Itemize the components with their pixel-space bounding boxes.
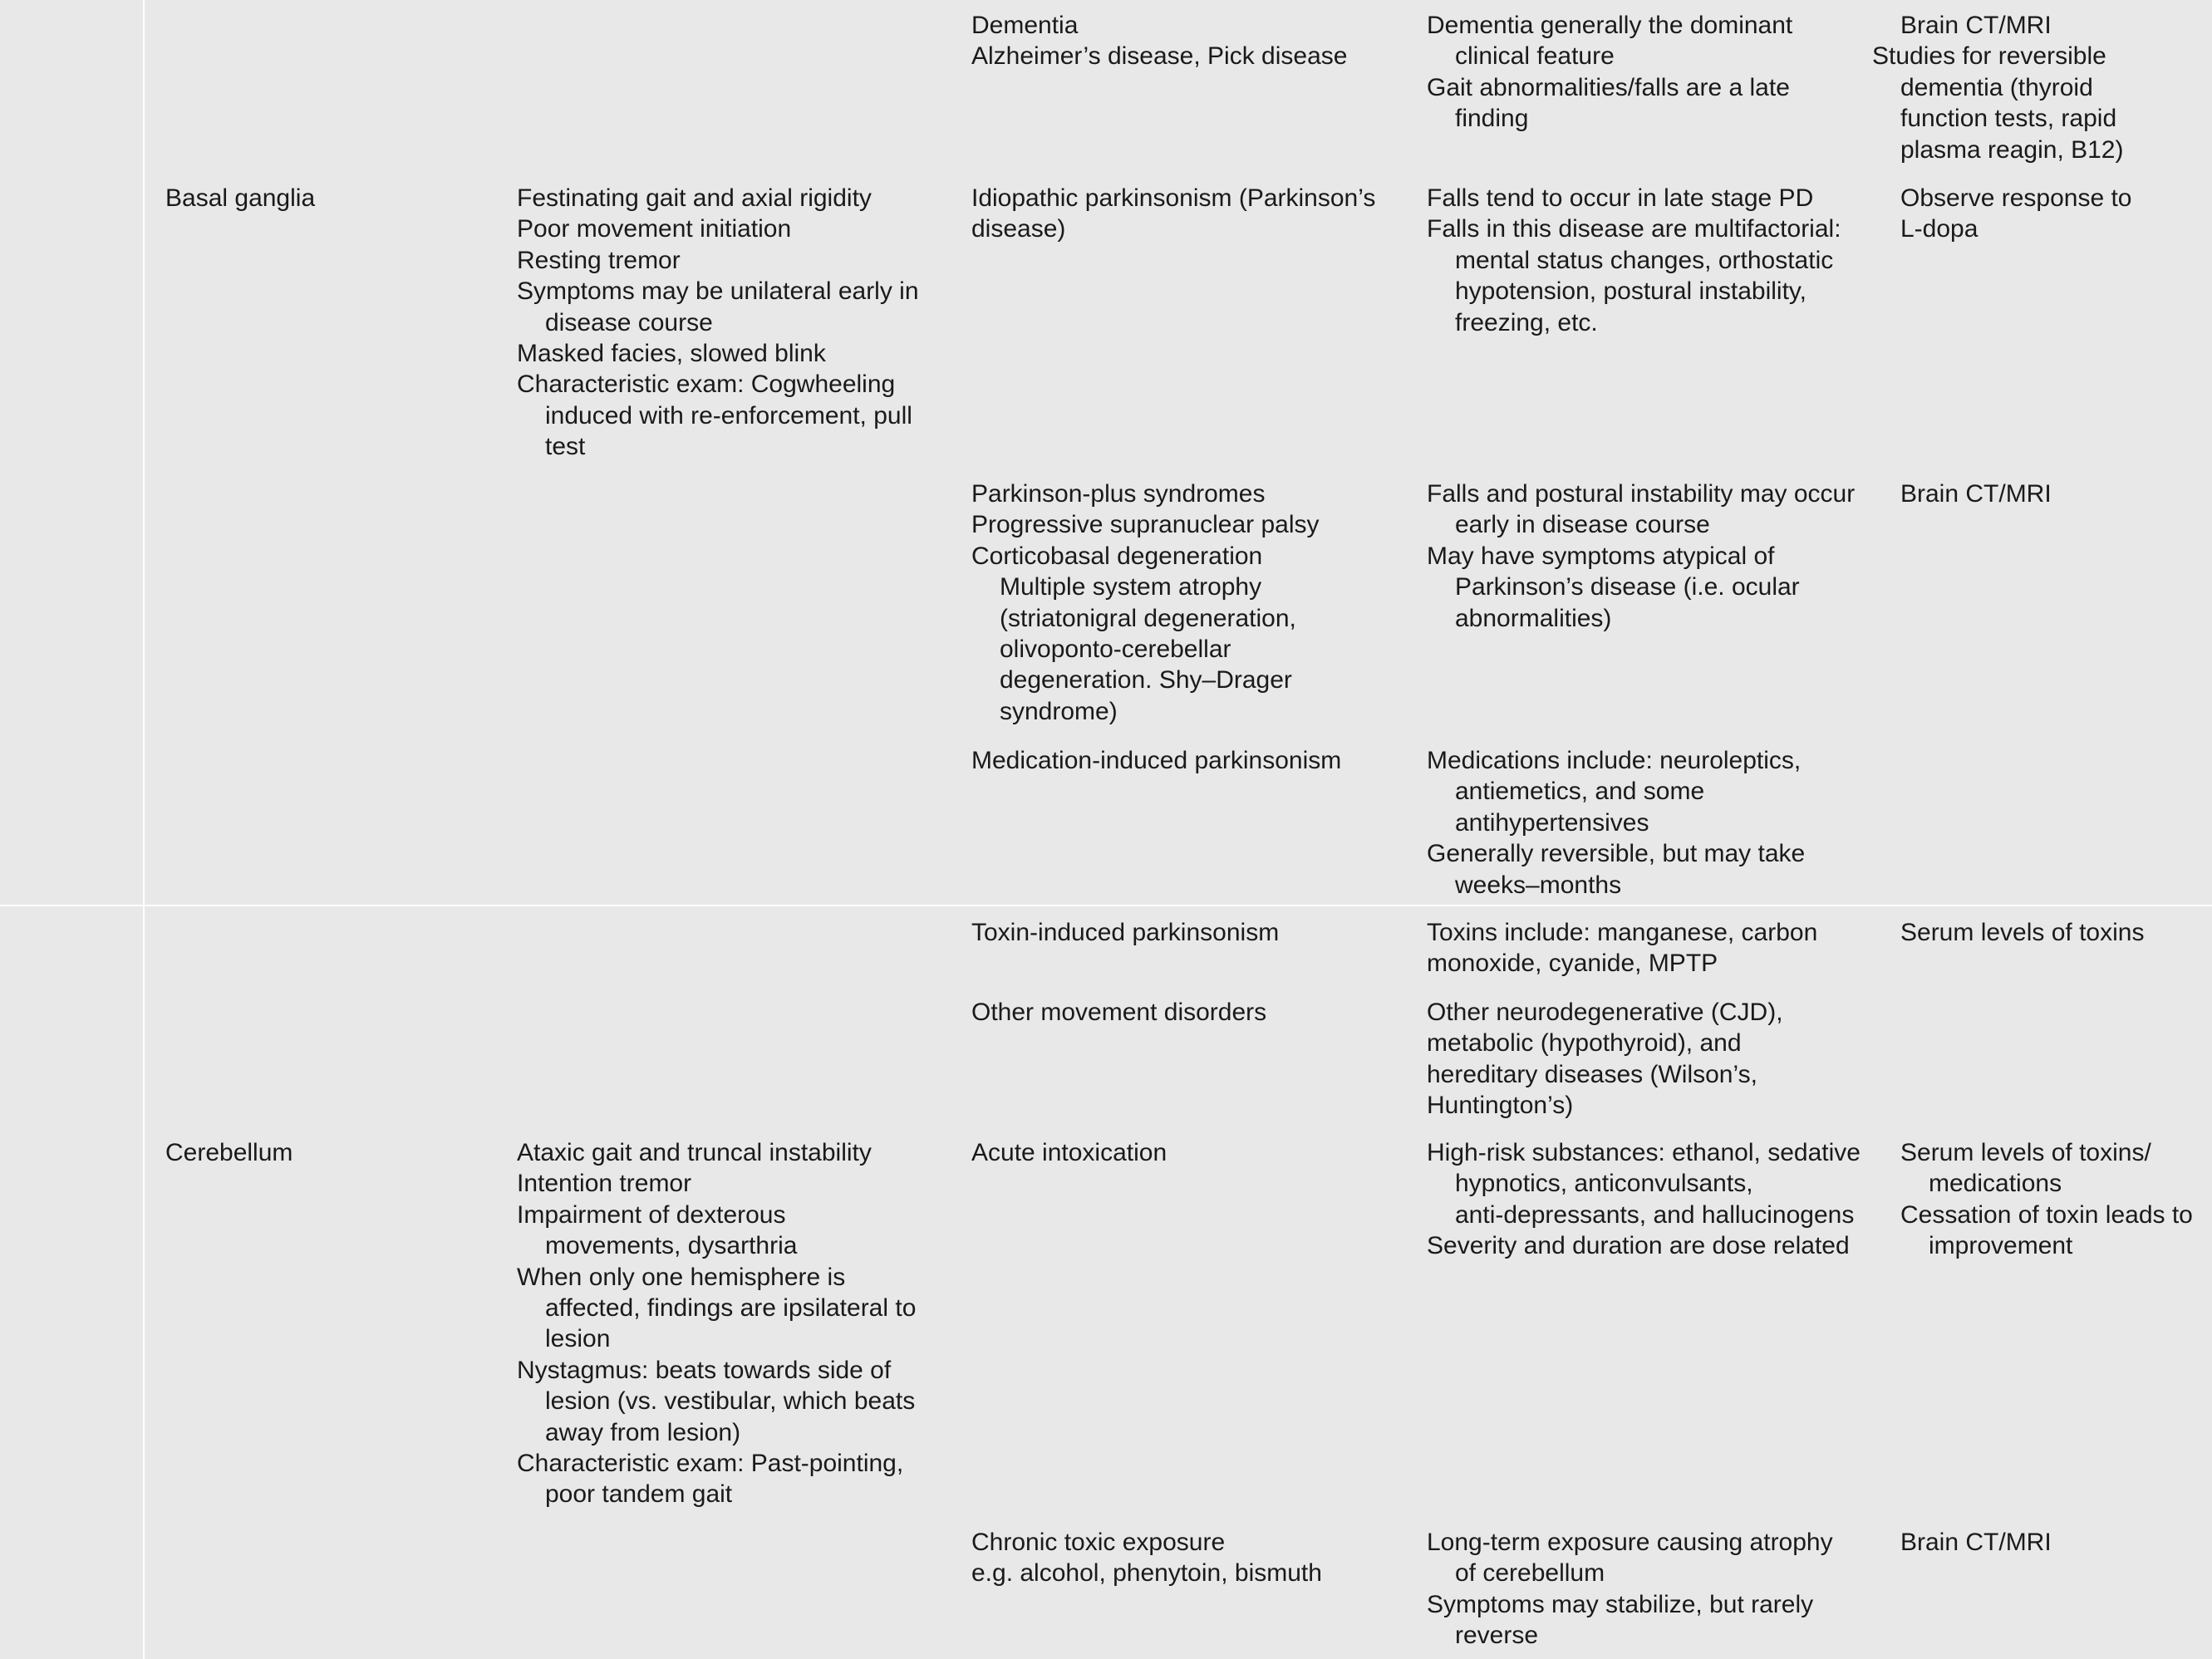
finding-line: Intention tremor: [517, 1170, 692, 1198]
finding-line: Ataxic gait and truncal instability: [517, 1139, 872, 1166]
workup-line: Cessation of toxin leads to: [1900, 1200, 2193, 1229]
workup-line: Serum levels of toxins/: [1900, 1139, 2151, 1166]
findings-cell-basal-ganglia: [517, 183, 919, 463]
row-divider: [0, 905, 2212, 906]
workup-cell-chronic-toxic: [1900, 1527, 2052, 1558]
feature-line: May have symptoms atypical of: [1427, 542, 1775, 570]
system-cell-cerebellum: [165, 1137, 292, 1168]
feature-line: abnormalities): [1455, 604, 1612, 632]
condition-cell-chronic-toxic: [971, 1527, 1322, 1589]
condition-line: disease): [971, 215, 1066, 243]
condition-cell-idiopathic-parkinsonism: [971, 183, 1375, 245]
workup-line: Brain CT/MRI: [1900, 12, 2052, 39]
condition-line: Parkinson-plus syndromes: [971, 480, 1266, 508]
feature-line: hypotension, postural instability,: [1455, 277, 1807, 306]
workup-line: improvement: [1929, 1232, 2073, 1260]
feature-line: Gait abnormalities/falls are a late: [1427, 73, 1790, 101]
features-cell-other-movement: [1427, 997, 1783, 1122]
finding-line: poor tandem gait: [545, 1480, 733, 1509]
condition-line: Other movement disorders: [971, 999, 1267, 1026]
condition-cell-parkinson-plus: [971, 479, 1320, 727]
features-cell-medication-parkinsonism: [1427, 745, 1805, 901]
finding-line: lesion (vs. vestibular, which beats: [545, 1387, 916, 1416]
feature-line: clinical feature: [1455, 42, 1615, 71]
features-cell-chronic-toxic: [1427, 1527, 1833, 1652]
condition-line: Dementia: [971, 12, 1079, 39]
feature-line: early in disease course: [1455, 511, 1710, 539]
workup-cell-idiopathic-parkinsonism: [1900, 183, 2131, 245]
condition-line: Acute intoxication: [971, 1139, 1167, 1166]
condition-cell-acute-intoxication: [971, 1137, 1167, 1168]
finding-line: Characteristic exam: Past-pointing,: [517, 1449, 904, 1477]
feature-line: Long-term exposure causing atrophy: [1427, 1529, 1833, 1556]
finding-line: test: [545, 433, 586, 461]
finding-line: away from lesion): [545, 1418, 741, 1446]
feature-line: hypnotics, anticonvulsants,: [1455, 1170, 1753, 1198]
condition-cell-dementia: [971, 10, 1347, 72]
feature-line: metabolic (hypothyroid), and: [1427, 1029, 1742, 1058]
finding-line: Resting tremor: [517, 246, 681, 274]
feature-line: finding: [1455, 105, 1529, 133]
workup-cell-toxin-parkinsonism: [1900, 917, 2144, 948]
feature-line: Falls and postural instability may occur: [1427, 480, 1856, 508]
finding-line: movements, dysarthria: [545, 1232, 798, 1260]
features-cell-toxin-parkinsonism: [1427, 917, 1817, 979]
feature-line: Falls in this disease are multifactorial:: [1427, 215, 1841, 243]
features-cell-dementia: [1427, 10, 1792, 135]
feature-line: Dementia generally the dominant: [1427, 12, 1793, 39]
workup-line: function tests, rapid: [1900, 105, 2117, 133]
feature-line: Severity and duration are dose related: [1427, 1232, 1850, 1260]
feature-line: mental status changes, orthostatic: [1455, 246, 1834, 274]
system-cell-basal-ganglia: [165, 183, 315, 214]
finding-line: Poor movement initiation: [517, 215, 792, 243]
features-cell-idiopathic-parkinsonism: [1427, 183, 1841, 338]
workup-line: Brain CT/MRI: [1900, 480, 2052, 508]
feature-line: antihypertensives: [1455, 808, 1649, 837]
condition-line: Chronic toxic exposure: [971, 1529, 1226, 1556]
workup-cell-parkinson-plus: [1900, 479, 2052, 509]
finding-line: Characteristic exam: Cogwheeling: [517, 371, 896, 399]
finding-line: Nystagmus: beats towards side of: [517, 1356, 892, 1384]
finding-line: lesion: [545, 1325, 611, 1353]
feature-line: anti-depressants, and hallucinogens: [1455, 1200, 1855, 1229]
system-label: Basal ganglia: [165, 184, 316, 212]
features-cell-parkinson-plus: [1427, 479, 1855, 634]
condition-line: Medication-induced parkinsonism: [971, 747, 1342, 774]
condition-line: olivoponto-cerebellar: [1000, 635, 1231, 663]
workup-line: Studies for reversible: [1872, 42, 2106, 71]
workup-line: Brain CT/MRI: [1900, 1529, 2052, 1556]
findings-cell-cerebellum: [517, 1137, 916, 1510]
workup-cell-acute-intoxication: [1900, 1137, 2193, 1262]
workup-line: Observe response to: [1900, 184, 2132, 212]
feature-line: Toxins include: manganese, carbon: [1427, 919, 1818, 946]
feature-line: High-risk substances: ethanol, sedative: [1427, 1139, 1861, 1166]
feature-line: Parkinson’s disease (i.e. ocular: [1455, 573, 1800, 601]
feature-line: Generally reversible, but may take: [1427, 840, 1806, 868]
finding-line: Festinating gait and axial rigidity: [517, 184, 872, 212]
finding-line: affected, findings are ipsilateral to: [545, 1293, 917, 1322]
finding-line: When only one hemisphere is: [517, 1263, 846, 1291]
condition-line: syndrome): [1000, 697, 1118, 725]
finding-line: Impairment of dexterous: [517, 1200, 786, 1229]
condition-line: Toxin-induced parkinsonism: [971, 919, 1280, 946]
feature-line: hereditary diseases (Wilson’s,: [1427, 1060, 1757, 1088]
condition-cell-other-movement: [971, 997, 1266, 1028]
workup-line: Serum levels of toxins: [1900, 919, 2145, 946]
condition-line: Progressive supranuclear palsy: [971, 511, 1320, 539]
condition-cell-medication-parkinsonism: [971, 745, 1341, 776]
finding-line: disease course: [545, 308, 713, 336]
finding-line: Masked facies, slowed blink: [517, 339, 826, 367]
workup-line: L-dopa: [1900, 215, 1979, 243]
workup-line: medications: [1929, 1170, 2062, 1198]
feature-line: of cerebellum: [1455, 1559, 1605, 1588]
workup-line: plasma reagin, B12): [1900, 135, 2124, 164]
condition-line: Multiple system atrophy: [1000, 573, 1262, 601]
condition-line: (striatonigral degeneration,: [1000, 604, 1296, 632]
feature-line: Falls tend to occur in late stage PD: [1427, 184, 1814, 212]
features-cell-acute-intoxication: [1427, 1137, 1861, 1262]
condition-line: Alzheimer’s disease, Pick disease: [971, 42, 1348, 71]
condition-line: degeneration. Shy–Drager: [1000, 666, 1292, 695]
condition-cell-toxin-parkinsonism: [971, 917, 1279, 948]
feature-line: weeks–months: [1455, 871, 1622, 899]
feature-line: antiemetics, and some: [1455, 778, 1705, 806]
feature-line: Huntington’s): [1427, 1092, 1574, 1120]
condition-line: e.g. alcohol, phenytoin, bismuth: [971, 1559, 1322, 1588]
feature-line: reverse: [1455, 1622, 1539, 1650]
column-divider: [143, 0, 145, 1659]
workup-cell-dementia: [1872, 10, 2123, 165]
feature-line: freezing, etc.: [1455, 308, 1598, 336]
feature-line: Medications include: neuroleptics,: [1427, 747, 1802, 774]
feature-line: Other neurodegenerative (CJD),: [1427, 999, 1783, 1026]
finding-line: induced with re-enforcement, pull: [545, 401, 912, 429]
workup-line: dementia (thyroid: [1900, 73, 2093, 101]
feature-line: Symptoms may stabilize, but rarely: [1427, 1590, 1814, 1618]
condition-line: Corticobasal degeneration: [971, 542, 1263, 570]
condition-line: Idiopathic parkinsonism (Parkinson’s: [971, 184, 1376, 212]
feature-line: monoxide, cyanide, MPTP: [1427, 950, 1718, 978]
system-label: Cerebellum: [165, 1139, 293, 1166]
finding-line: Symptoms may be unilateral early in: [517, 277, 919, 306]
